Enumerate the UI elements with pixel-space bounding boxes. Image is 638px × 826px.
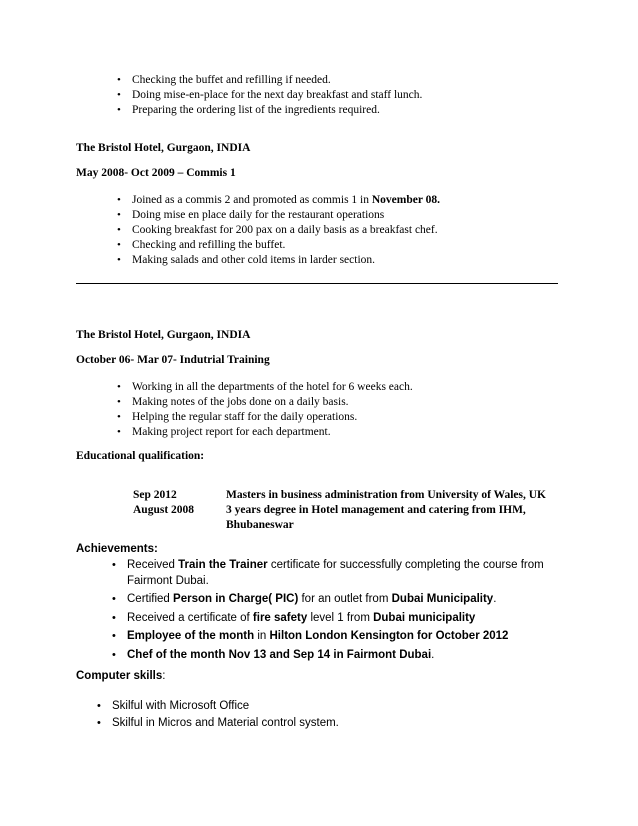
list-item: • Cooking breakfast for 200 pax on a daily basis as a breakfast chef. <box>117 224 438 236</box>
section-divider <box>76 283 558 284</box>
bullet-icon: • <box>112 630 116 642</box>
list-item: • Doing mise en place daily for the restaurant operations <box>117 209 385 221</box>
list-item: • Received a certificate of fire safety level 1 from Dubai municipality <box>127 611 567 627</box>
bullet-icon: • <box>117 411 121 423</box>
commis-hotel-heading: The Bristol Hotel, Gurgaon, INDIA <box>76 142 251 154</box>
list-item: • Skilful in Micros and Material control system. <box>112 716 339 732</box>
edu-desc-2: 3 years degree in Hotel management and catering from IHM, <box>226 504 526 516</box>
bullet-icon: • <box>112 648 116 661</box>
list-item: • Chef of the month Nov 13 and Sep 14 in Fairmont Dubai. <box>127 648 567 664</box>
list-item: • Joined as a commis 2 and promoted as commis 1 in November 08. <box>117 194 441 206</box>
bullet-icon: • <box>97 700 101 712</box>
bullet-icon: • <box>117 396 121 408</box>
training-period-heading: October 06- Mar 07- Indutrial Training <box>76 354 270 366</box>
bullet-icon: • <box>117 194 121 206</box>
list-item: • Making salads and other cold items in larder section. <box>117 254 376 266</box>
commis-bullets <box>117 193 441 268</box>
list-item: • Helping the regular staff for the daily operations. <box>117 411 358 423</box>
bullet-icon: • <box>117 224 121 236</box>
edu-date-2: August 2008 <box>133 504 195 516</box>
list-item: • Checking and refilling the buffet. <box>117 239 286 251</box>
commis-period-heading: May 2008- Oct 2009 – Commis 1 <box>76 167 236 179</box>
training-bullets <box>117 380 413 440</box>
edu-desc-1: Masters in business administration from University of Wales, UK <box>226 489 546 501</box>
computer-skills-list <box>97 699 339 731</box>
bullet-icon: • <box>117 104 121 116</box>
edu-desc-2-cont: Bhubaneswar <box>226 519 294 531</box>
list-item: • Doing mise-en-place for the next day breakfast and staff lunch. <box>117 89 423 101</box>
achievements-heading: Achievements: <box>76 543 158 555</box>
list-item: • Skilful with Microsoft Office <box>112 699 339 715</box>
computer-skills-heading: Computer skills: <box>76 670 166 682</box>
bullet-icon: • <box>117 254 121 266</box>
list-item: • Checking the buffet and refilling if needed. <box>117 74 331 86</box>
list-item: • Making project report for each department. <box>117 426 331 438</box>
training-hotel-heading: The Bristol Hotel, Gurgaon, INDIA <box>76 329 251 341</box>
list-item: • Working in all the departments of the hotel for 6 weeks each. <box>117 381 413 393</box>
prev-job-bullets <box>117 73 423 118</box>
bullet-icon: • <box>112 559 116 571</box>
bullet-icon: • <box>112 593 116 605</box>
bullet-icon: • <box>117 426 121 438</box>
bullet-icon: • <box>117 209 121 221</box>
education-heading: Educational qualification: <box>76 450 205 462</box>
bullet-icon: • <box>112 611 116 624</box>
edu-date-1: Sep 2012 <box>133 489 177 501</box>
bullet-icon: • <box>117 74 121 86</box>
list-item: • Preparing the ordering list of the ingredients required. <box>117 104 380 116</box>
list-item: • Employee of the month in Hilton London Kensington for October 2012 <box>127 629 567 645</box>
bullet-icon: • <box>97 716 101 729</box>
achievements-list <box>112 558 567 663</box>
list-item: • Making notes of the jobs done on a daily basis. <box>117 396 349 408</box>
list-item: • Received Train the Trainer certificate for successfully completing the course from Fairmont Dubai. <box>112 559 544 587</box>
bullet-icon: • <box>117 89 121 101</box>
bullet-icon: • <box>117 381 121 393</box>
list-item: • Certified Person in Charge( PIC) for an outlet from Dubai Municipality. <box>127 592 567 608</box>
bullet-icon: • <box>117 239 121 251</box>
